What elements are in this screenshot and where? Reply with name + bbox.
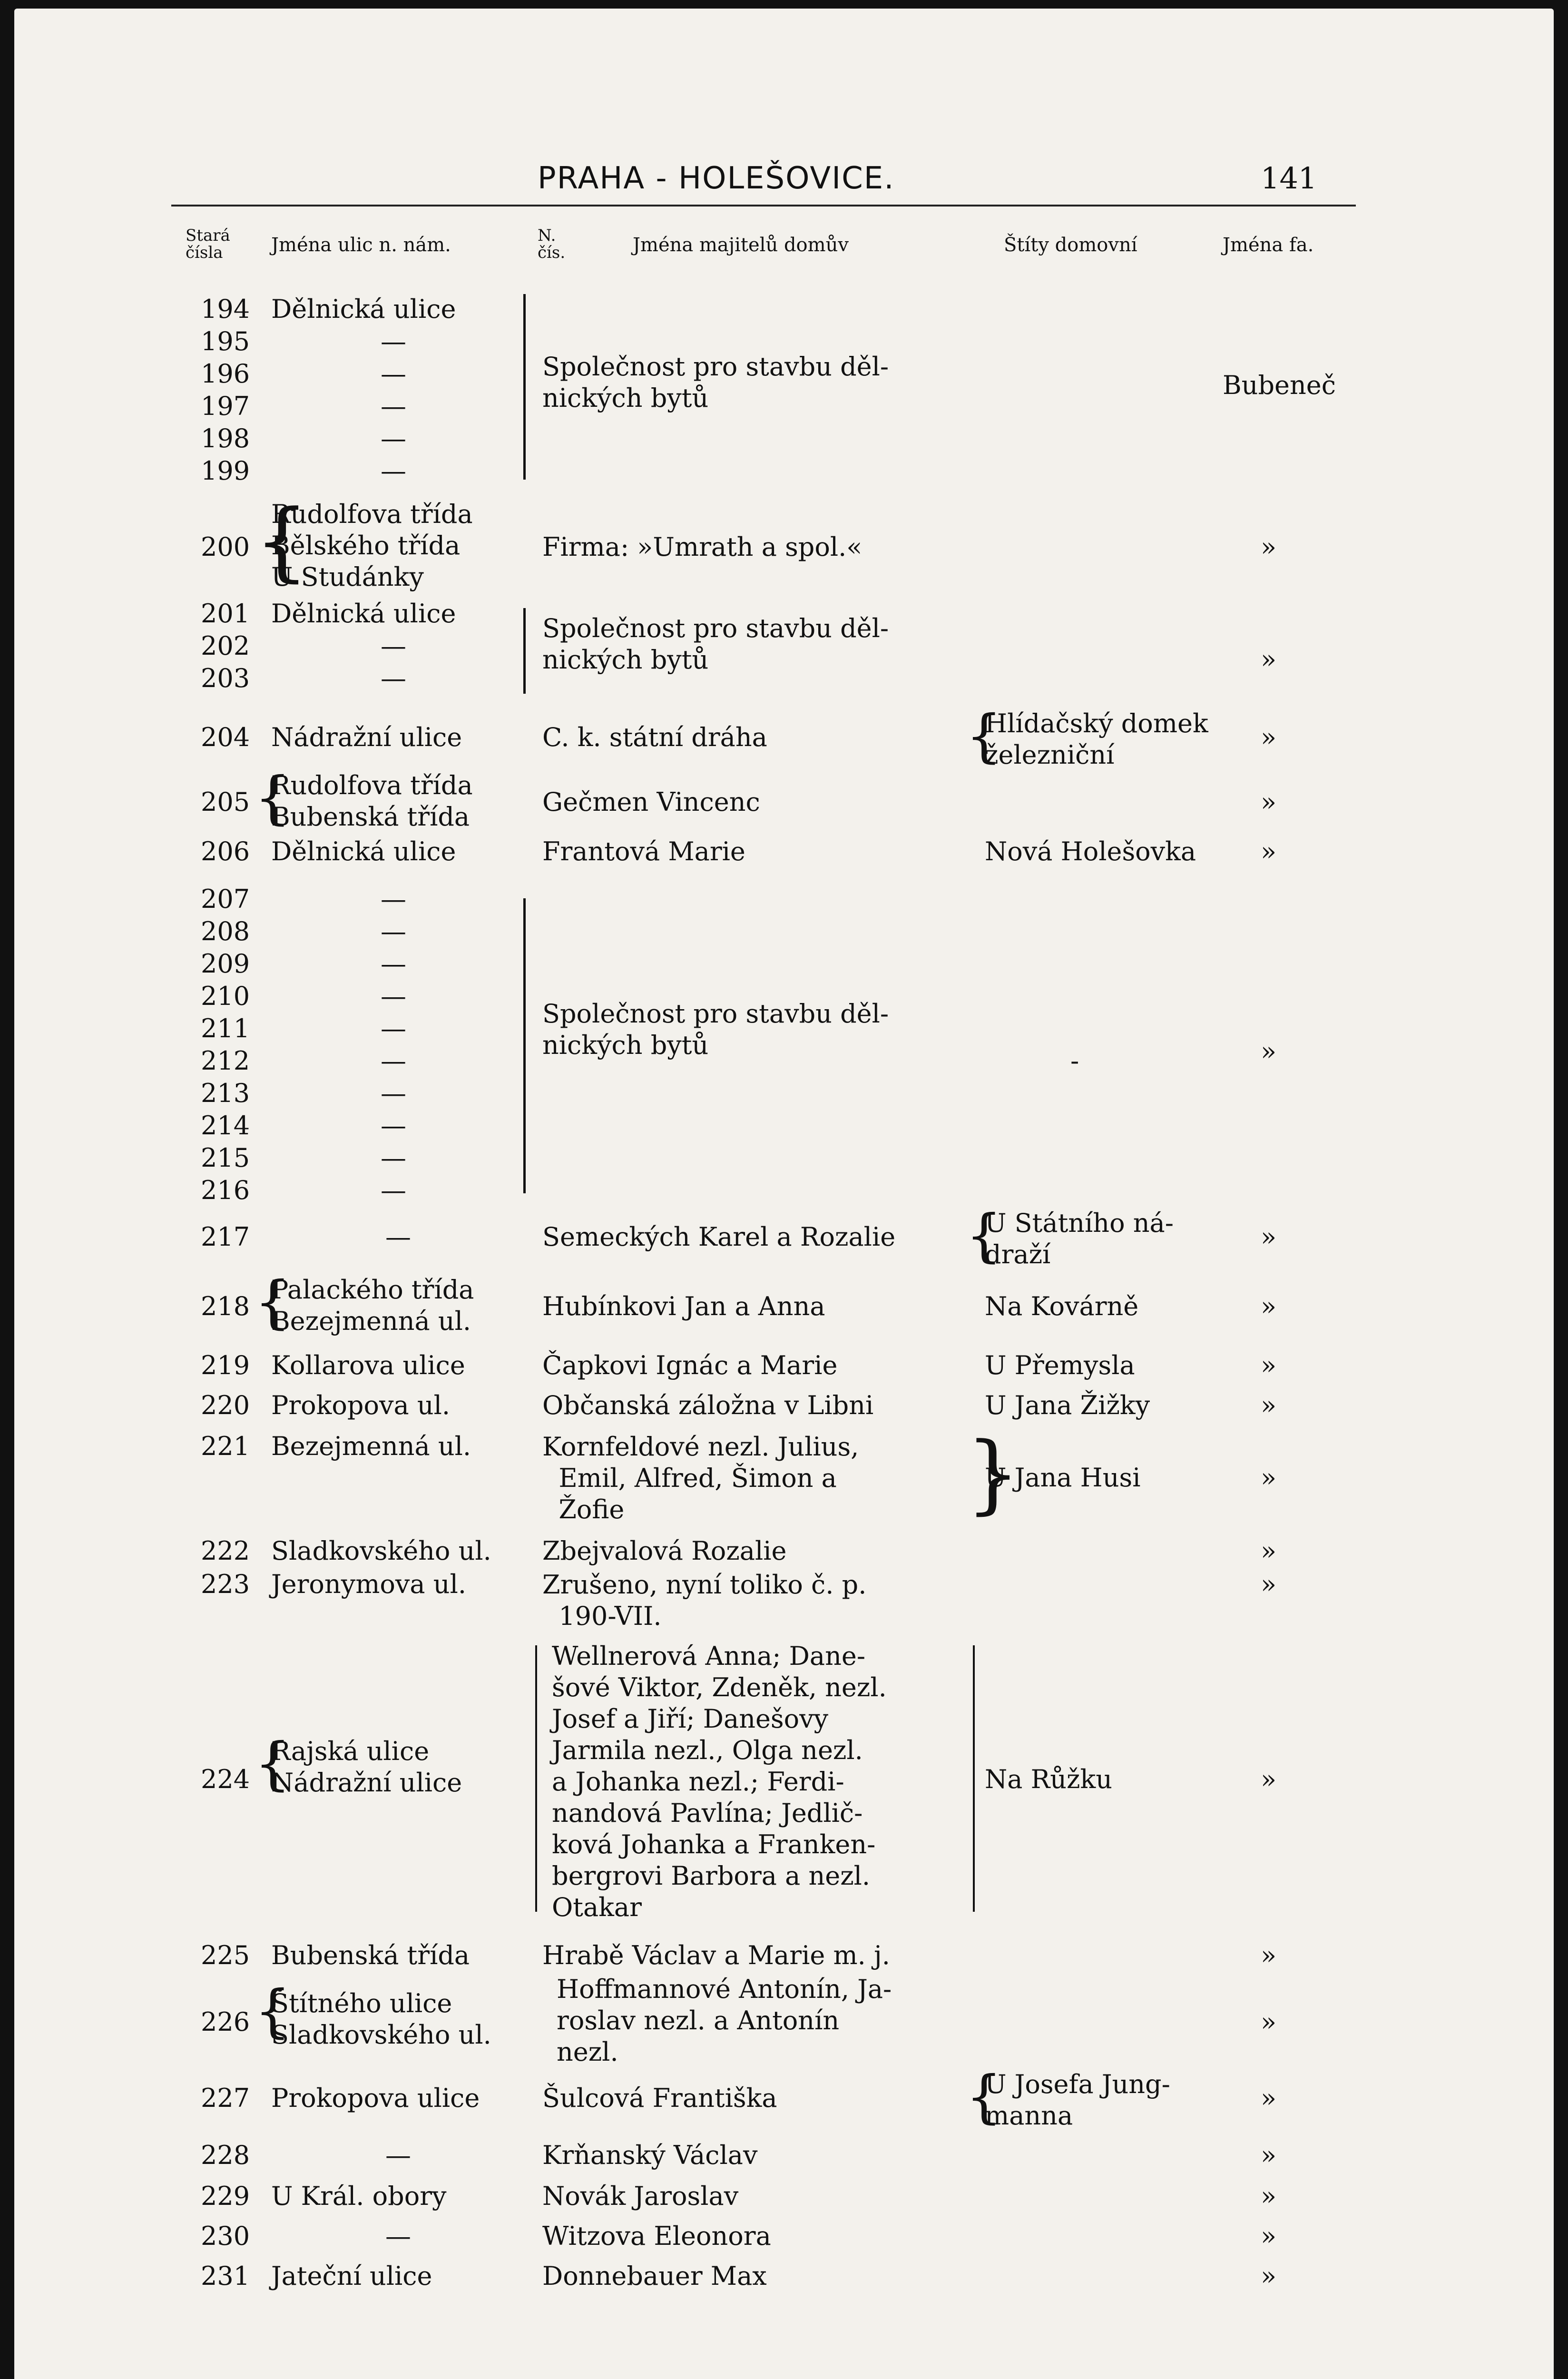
row-street: Bezejmenná ul. (271, 1431, 471, 1461)
row-street: — (381, 981, 406, 1011)
row-parish: » (1261, 2140, 1277, 2170)
row-number: 200 (201, 532, 250, 562)
row-number: 215 (201, 1143, 250, 1173)
row-number: 221 (201, 1431, 250, 1461)
row-sign: U Josefa Jung- manna (985, 2069, 1170, 2131)
row-number: 214 (201, 1111, 250, 1140)
row-street: — (381, 423, 406, 453)
row-street: Dělnická ulice (271, 599, 456, 629)
row-parish: » (1261, 722, 1277, 752)
row-number: 207 (201, 884, 250, 914)
row-parish: » (1261, 1536, 1277, 1566)
row-number: 203 (201, 663, 250, 693)
row-parish: » (1261, 2007, 1277, 2037)
row-street: Dělnická ulice (271, 294, 456, 324)
row-number: 208 (201, 916, 250, 946)
row-parish: » (1261, 836, 1277, 866)
row-number: 205 (201, 787, 250, 817)
row-number: 217 (201, 1222, 250, 1252)
row-number: 222 (201, 1536, 250, 1566)
row-number: 229 (201, 2181, 250, 2211)
row-street: — (381, 949, 406, 979)
row-owner: Hubínkovi Jan a Anna (542, 1291, 825, 1321)
row-number: 218 (201, 1291, 250, 1321)
row-number: 225 (201, 1940, 250, 1970)
row-street: — (381, 916, 406, 946)
row-street: Nádražní ulice (271, 722, 462, 752)
row-street: — (381, 663, 406, 693)
row-number: 210 (201, 981, 250, 1011)
row-owner: Krňanský Václav (542, 2140, 758, 2170)
row-parish: » (1261, 532, 1277, 562)
row-parish: » (1261, 1350, 1277, 1380)
col-streets: Jména ulic n. nám. (271, 234, 451, 256)
row-parish: » (1261, 1222, 1277, 1252)
row-street: Kollarova ulice (271, 1350, 465, 1380)
row-street: — (385, 2221, 411, 2251)
row-sign: Na Růžku (985, 1764, 1112, 1794)
col-owners: Jména majitelů domův (633, 234, 849, 256)
sign-brace: { (966, 703, 1002, 769)
row-street: — (381, 1175, 406, 1205)
row-parish: » (1261, 2181, 1277, 2211)
row-sign: U Státního ná- draží (985, 1208, 1174, 1269)
row-street: U Král. obory (271, 2181, 447, 2211)
row-owner: Čapkovi Ignác a Marie (542, 1350, 838, 1380)
row-sign: Nová Holešovka (985, 836, 1196, 866)
row-owner: Občanská záložna v Libni (542, 1390, 874, 1420)
sign-brace: { (966, 1203, 1002, 1269)
row-street: — (381, 1111, 406, 1140)
row-owner: Frantová Marie (542, 836, 745, 866)
row-street: Štítného ulice Sladkovského ul. (271, 1988, 491, 2050)
row-street: Sladkovského ul. (271, 1536, 491, 1566)
row-sign: U Přemysla (985, 1350, 1135, 1380)
row-number: 228 (201, 2140, 250, 2170)
row-number: 227 (201, 2083, 250, 2113)
row-owner: Donnebauer Max (542, 2261, 767, 2291)
register-table (14, 9, 1554, 2379)
row-street: — (381, 1143, 406, 1173)
sign-brace: } (966, 1424, 1020, 1524)
row-owner: Witzova Eleonora (542, 2221, 771, 2251)
row-street: Jeronymova ul. (271, 1569, 467, 1599)
street-brace: { (255, 1978, 291, 2045)
row-owner: Novák Jaroslav (542, 2181, 739, 2211)
row-number: 206 (201, 836, 250, 866)
row-owner: C. k. státní dráha (542, 722, 767, 752)
group-owner: Společnost pro stavbu děl- nických bytů (542, 352, 889, 413)
row-number: 202 (201, 631, 250, 661)
row-owner: Gečmen Vincenc (542, 787, 760, 817)
row-street: — (385, 2140, 411, 2170)
row-street: Dělnická ulice (271, 836, 456, 866)
row-street: — (385, 1222, 411, 1252)
row-number: 211 (201, 1013, 250, 1043)
row-street: — (381, 884, 406, 914)
row-number: 224 (201, 1764, 250, 1794)
row-street: — (381, 359, 406, 389)
street-brace: { (255, 1731, 291, 1797)
row-street: — (381, 1013, 406, 1043)
page-number: 141 (1261, 161, 1317, 196)
row-street: Rudolfova třída Bubenská třída (271, 770, 473, 832)
row-number: 194 (201, 294, 250, 324)
col-house-signs: Štíty domovní (1004, 234, 1137, 256)
owner-brace (973, 1645, 975, 1912)
row-number: 201 (201, 599, 250, 629)
row-parish: » (1261, 1291, 1277, 1321)
row-parish: » (1261, 2083, 1277, 2113)
row-street: — (381, 1046, 406, 1076)
row-parish: » (1261, 1940, 1277, 1970)
col-parishes: Jména fa. (1223, 234, 1314, 256)
row-number: 216 (201, 1175, 250, 1205)
col-old-numbers: Stará čísla (186, 226, 230, 262)
row-number: 226 (201, 2007, 250, 2037)
group-brace (523, 294, 526, 480)
page-title: PRAHA - HOLEŠOVICE. (538, 161, 895, 196)
row-owner: Wellnerová Anna; Dane- šové Viktor, Zdeněk, nezl. Josef a Jiří; Danešovy Jarmila nezl., Olga nezl. a Johanka nezl.; Ferdi- nandová Pavlína; Jedlič- ková Johanka a Franken- bergrovi Barbora a nezl. Otakar (552, 1641, 887, 1922)
row-number: 220 (201, 1390, 250, 1420)
owner-brace (535, 1645, 537, 1912)
row-sign: U Jana Husi (985, 1463, 1141, 1493)
row-number: 219 (201, 1350, 250, 1380)
row-street: Prokopova ul. (271, 1390, 451, 1420)
row-owner: Zrušeno, nyní toliko č. p. 190-VII. (542, 1570, 867, 1631)
row-owner: Hoffmannové Antonín, Ja- roslav nezl. a Antonín nezl. (557, 1974, 892, 2067)
group-brace (523, 898, 526, 1193)
row-parish: » (1261, 2221, 1277, 2251)
row-number: 230 (201, 2221, 250, 2251)
row-owner: Hrabě Václav a Marie m. j. (542, 1940, 890, 1970)
row-street: Rajská ulice Nádražní ulice (271, 1736, 462, 1798)
page (14, 9, 1554, 2379)
group-brace (523, 608, 526, 694)
row-parish: » (1261, 2261, 1277, 2291)
row-number: 199 (201, 456, 250, 486)
row-parish: » (1261, 1463, 1277, 1493)
row-parish: » (1261, 1036, 1277, 1066)
col-new-numbers: N. čís. (538, 226, 566, 262)
row-number: 213 (201, 1078, 250, 1108)
row-sign: Na Kovárně (985, 1291, 1139, 1321)
row-street: Rudolfova třída Bělského třída U Studánky (271, 499, 473, 592)
row-number: 196 (201, 359, 250, 389)
street-brace: { (255, 492, 309, 591)
sign-brace: { (966, 2064, 1002, 2130)
row-number: 197 (201, 391, 250, 421)
row-number: 212 (201, 1046, 250, 1076)
row-street: — (381, 456, 406, 486)
street-brace: { (255, 765, 291, 831)
row-number: 231 (201, 2261, 250, 2291)
row-street: Prokopova ulice (271, 2083, 480, 2113)
row-parish: » (1261, 1569, 1277, 1599)
row-parish: » (1261, 1764, 1277, 1794)
row-street: — (381, 631, 406, 661)
row-street: Jateční ulice (271, 2261, 432, 2291)
row-number: 198 (201, 423, 250, 453)
row-parish: » (1261, 1390, 1277, 1420)
row-owner: Firma: »Umrath a spol.« (542, 532, 862, 562)
row-owner: Šulcová Františka (542, 2083, 777, 2113)
row-sign: - (1070, 1046, 1079, 1076)
group-parish: Bubeneč (1223, 370, 1336, 400)
row-number: 195 (201, 326, 250, 356)
row-number: 223 (201, 1569, 250, 1599)
row-street: — (381, 326, 406, 356)
row-number: 209 (201, 949, 250, 979)
row-parish: » (1261, 644, 1277, 674)
row-sign: Hlídačský domek železniční (985, 708, 1208, 770)
row-owner: Zbejvalová Rozalie (542, 1536, 787, 1566)
group-owner: Společnost pro stavbu děl- nických bytů (542, 613, 889, 675)
row-number: 204 (201, 722, 250, 752)
row-sign: U Jana Žižky (985, 1390, 1150, 1420)
row-street: — (381, 391, 406, 421)
group-owner: Společnost pro stavbu děl- nických bytů (542, 999, 889, 1060)
row-street: Bubenská třída (271, 1940, 470, 1970)
row-street: Palackého třída Bezejmenná ul. (271, 1275, 474, 1336)
row-street: — (381, 1078, 406, 1108)
street-brace: { (255, 1269, 291, 1336)
row-owner: Kornfeldové nezl. Julius, Emil, Alfred, Šimon a Žofie (542, 1432, 859, 1524)
row-owner: Semeckých Karel a Rozalie (542, 1222, 896, 1252)
row-parish: » (1261, 787, 1277, 817)
